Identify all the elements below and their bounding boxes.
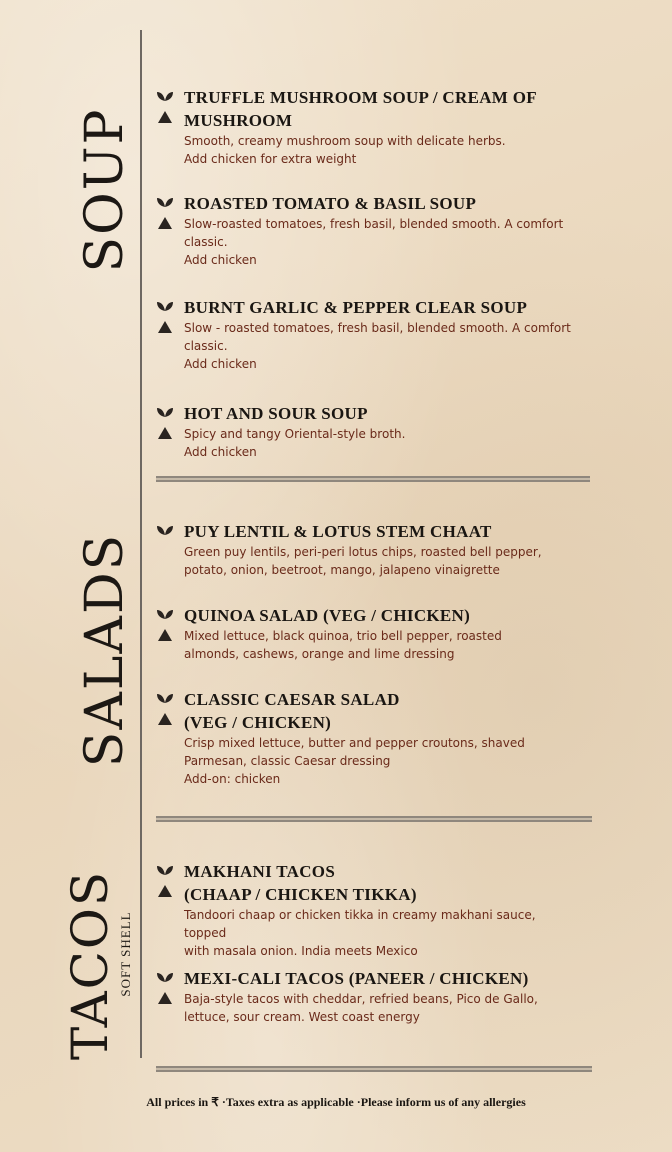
triangle-icon bbox=[158, 217, 172, 229]
item-description: Add chicken bbox=[184, 445, 257, 459]
item-description: almonds, cashews, orange and lime dressing bbox=[184, 647, 455, 661]
leaf-icon bbox=[156, 608, 174, 620]
menu-item-tomato-soup bbox=[156, 192, 576, 269]
item-name: (VEG / CHICKEN) bbox=[184, 713, 332, 732]
item-description: Crisp mixed lettuce, butter and pepper croutons, shaved bbox=[184, 736, 525, 750]
tacos-section-title: TACOS bbox=[61, 869, 119, 1061]
item-name: PUY LENTIL & LOTUS STEM CHAAT bbox=[184, 522, 492, 541]
section-divider bbox=[156, 816, 592, 822]
triangle-icon bbox=[158, 111, 172, 123]
item-name: HOT AND SOUR SOUP bbox=[184, 404, 368, 423]
leaf-icon bbox=[156, 692, 174, 704]
triangle-icon bbox=[158, 992, 172, 1004]
item-description: Spicy and tangy Oriental-style broth. bbox=[184, 427, 406, 441]
item-description: Tandoori chaap or chicken tikka in creamy makhani sauce, topped bbox=[184, 908, 536, 940]
leaf-icon bbox=[156, 300, 174, 312]
item-description: Add chicken bbox=[184, 357, 257, 371]
item-description: Parmesan, classic Caesar dressing bbox=[184, 754, 391, 768]
item-description: Slow-roasted tomatoes, fresh basil, blended smooth. A comfort bbox=[184, 217, 564, 231]
leaf-icon bbox=[156, 90, 174, 102]
item-name: BURNT GARLIC & PEPPER CLEAR SOUP bbox=[184, 298, 528, 317]
section-divider bbox=[156, 476, 590, 482]
footer-note: All prices in ₹ ·Taxes extra as applicable ·Please inform us of any allergies bbox=[146, 1095, 526, 1109]
item-name: (CHAAP / CHICKEN TIKKA) bbox=[184, 885, 417, 904]
salads-section-title: SALADS bbox=[75, 532, 135, 768]
item-name: MAKHANI TACOS bbox=[184, 862, 336, 881]
menu-item-mexicali-tacos bbox=[156, 967, 576, 1026]
tacos-section-subtitle: SOFT SHELL bbox=[118, 911, 133, 997]
item-description: classic. bbox=[184, 339, 228, 353]
leaf-icon bbox=[156, 406, 174, 418]
item-description: Add chicken bbox=[184, 253, 257, 267]
section-divider-line bbox=[140, 30, 142, 1058]
item-description: with masala onion. India meets Mexico bbox=[184, 944, 418, 958]
menu-item-quinoa-salad bbox=[156, 604, 576, 663]
item-description: Add-on: chicken bbox=[184, 772, 281, 786]
triangle-icon bbox=[158, 427, 172, 439]
item-description: Smooth, creamy mushroom soup with delicate herbs. bbox=[184, 134, 506, 148]
item-description: Slow - roasted tomatoes, fresh basil, blended smooth. A comfort bbox=[184, 321, 571, 335]
triangle-icon bbox=[158, 629, 172, 641]
item-name: MEXI-CALI TACOS (PANEER / CHICKEN) bbox=[184, 969, 529, 988]
item-name: CLASSIC CAESAR SALAD bbox=[184, 690, 400, 709]
triangle-icon bbox=[158, 321, 172, 333]
leaf-icon bbox=[156, 524, 174, 536]
soup-section-title: SOUP bbox=[75, 107, 135, 273]
item-description: Baja-style tacos with cheddar, refried beans, Pico de Gallo, bbox=[184, 992, 538, 1006]
menu-item-truffle-soup bbox=[156, 86, 576, 168]
menu-item-makhani-tacos bbox=[156, 860, 576, 960]
leaf-icon bbox=[156, 971, 174, 983]
item-name: TRUFFLE MUSHROOM SOUP / CREAM OF bbox=[184, 88, 537, 107]
item-name: ROASTED TOMATO & BASIL SOUP bbox=[184, 194, 477, 213]
item-description: classic. bbox=[184, 235, 228, 249]
item-description: Mixed lettuce, black quinoa, trio bell pepper, roasted bbox=[184, 629, 502, 643]
menu-item-hot-sour-soup bbox=[156, 402, 576, 461]
item-name: QUINOA SALAD (VEG / CHICKEN) bbox=[184, 606, 471, 625]
menu-item-caesar-salad bbox=[156, 688, 576, 788]
triangle-icon bbox=[158, 713, 172, 725]
item-name: MUSHROOM bbox=[184, 111, 293, 130]
item-description: lettuce, sour cream. West coast energy bbox=[184, 1010, 420, 1024]
item-description: potato, onion, beetroot, mango, jalapeno vinaigrette bbox=[184, 563, 500, 577]
triangle-icon bbox=[158, 885, 172, 897]
leaf-icon bbox=[156, 864, 174, 876]
menu-item-garlic-soup bbox=[156, 296, 576, 373]
item-description: Green puy lentils, peri-peri lotus chips, roasted bell pepper, bbox=[184, 545, 542, 559]
item-description: Add chicken for extra weight bbox=[184, 152, 357, 166]
leaf-icon bbox=[156, 196, 174, 208]
section-divider bbox=[156, 1066, 592, 1072]
menu-item-lentil-chaat bbox=[156, 520, 576, 579]
